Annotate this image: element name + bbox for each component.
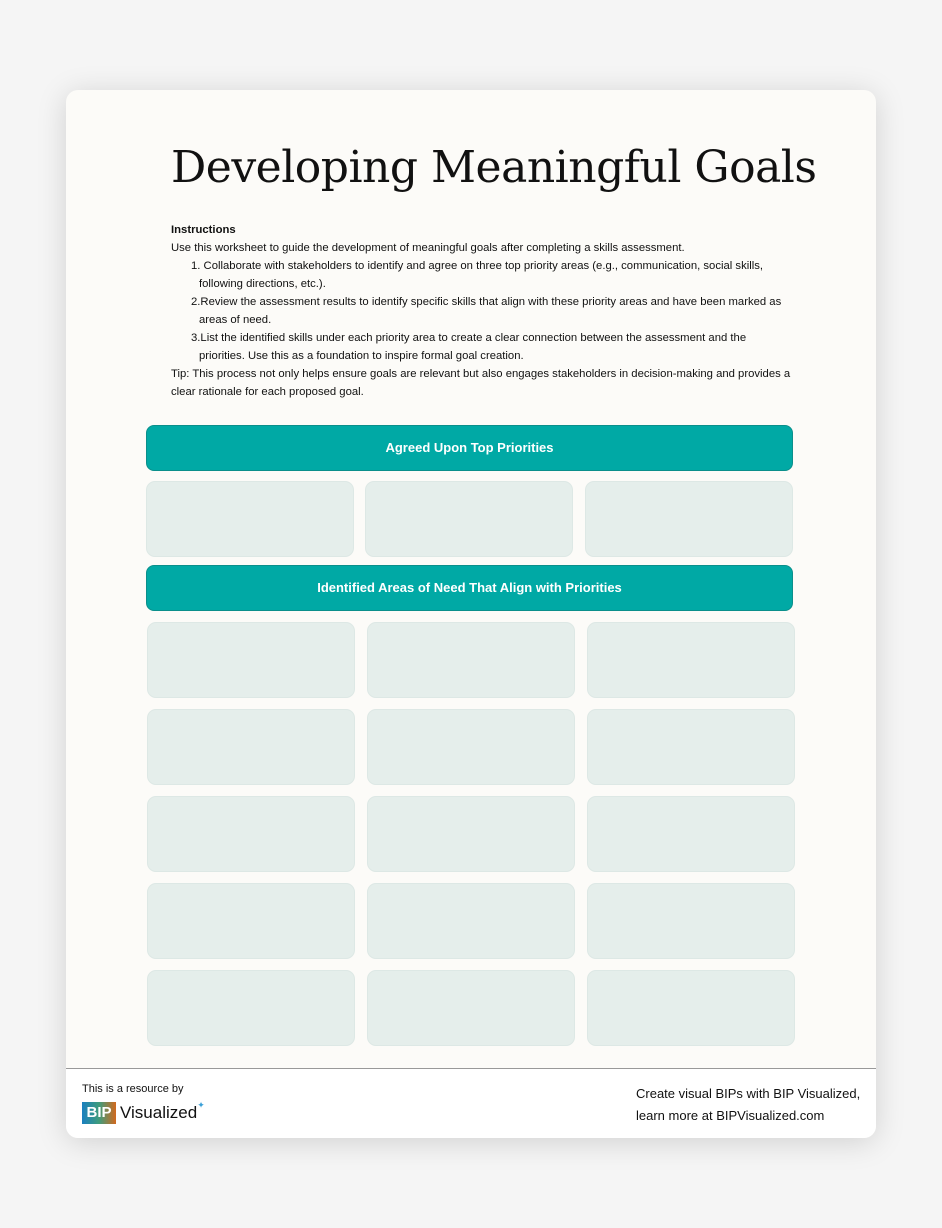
bip-visualized-logo bbox=[82, 1099, 205, 1124]
need-box[interactable] bbox=[367, 970, 575, 1046]
need-box[interactable] bbox=[147, 709, 355, 785]
priority-box[interactable] bbox=[585, 481, 793, 557]
need-box[interactable] bbox=[587, 883, 795, 959]
need-box[interactable] bbox=[587, 622, 795, 698]
instructions-heading: Instructions bbox=[171, 224, 236, 236]
need-box[interactable] bbox=[587, 709, 795, 785]
needs-header: Identified Areas of Need That Align with Priorities bbox=[146, 565, 793, 611]
sparkle-icon: ✦ bbox=[197, 1099, 205, 1110]
need-box[interactable] bbox=[367, 622, 575, 698]
instructions bbox=[171, 221, 791, 401]
need-box[interactable] bbox=[147, 970, 355, 1046]
step: 1. Collaborate with stakeholders to identify and agree on three top priority areas (e.g., communication, social skills, following directions, etc.). bbox=[191, 260, 764, 290]
need-box[interactable] bbox=[147, 883, 355, 959]
step: 3.List the identified skills under each priority area to create a clear connection between the assessment and the priorities. Use this as a foundation to inspire formal goal creation. bbox=[191, 332, 747, 362]
need-box[interactable] bbox=[147, 622, 355, 698]
page-title: Developing Meaningful Goals bbox=[171, 142, 817, 193]
resource-by: This is a resource by bbox=[82, 1083, 184, 1095]
worksheet bbox=[66, 90, 876, 1138]
need-box[interactable] bbox=[147, 796, 355, 872]
footer bbox=[66, 1068, 876, 1138]
tip: Tip: This process not only helps ensure goals are relevant but also engages stakeholders in decision-making and provides a clear rationale for each proposed goal. bbox=[171, 368, 791, 398]
priority-box[interactable] bbox=[365, 481, 573, 557]
promo-text bbox=[636, 1083, 860, 1127]
logo-text: Visualized bbox=[120, 1103, 198, 1122]
step: 2.Review the assessment results to identify specific skills that align with these priority areas and have been marked as areas of need. bbox=[191, 296, 782, 326]
promo-line: learn more at BIPVisualized.com bbox=[636, 1108, 825, 1123]
need-box[interactable] bbox=[587, 970, 795, 1046]
need-box[interactable] bbox=[367, 796, 575, 872]
priority-box[interactable] bbox=[146, 481, 354, 557]
need-box[interactable] bbox=[367, 883, 575, 959]
priorities-header: Agreed Upon Top Priorities bbox=[146, 425, 793, 471]
logo-mark: BIP bbox=[82, 1102, 116, 1124]
need-box[interactable] bbox=[367, 709, 575, 785]
instructions-intro: Use this worksheet to guide the development of meaningful goals after completing a skills assessment. bbox=[171, 242, 685, 254]
promo-line: Create visual BIPs with BIP Visualized, bbox=[636, 1086, 861, 1101]
need-box[interactable] bbox=[587, 796, 795, 872]
